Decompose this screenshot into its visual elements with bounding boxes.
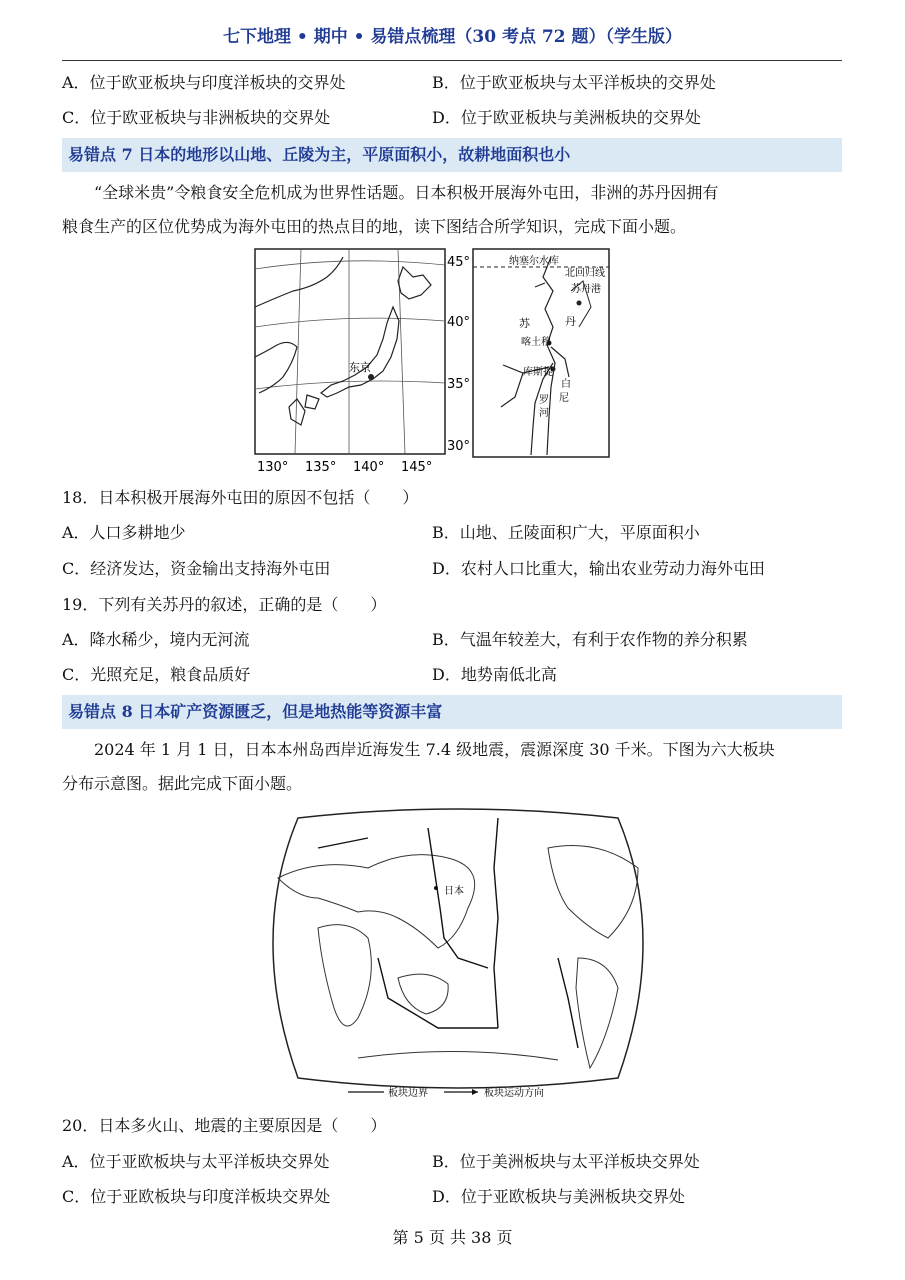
lat-label-30: 30°: [447, 439, 471, 454]
lon-label-145: 145°: [401, 460, 433, 475]
six-plates-map-figure: [258, 808, 658, 1103]
nile-label-bai: 白: [561, 379, 571, 390]
page-footer: 第 5 页 共 38 页: [392, 1228, 513, 1247]
prev-options-row-1: [62, 70, 842, 96]
q18-options-row-1: [62, 520, 842, 546]
section-7-intro-line-2: 粮食生产的区位优势成为海外屯田的热点目的地，读下图结合所学知识，完成下面小题。: [62, 217, 687, 236]
sudan-label-su: 苏: [519, 317, 530, 330]
question-18-stem: 18．日本积极开展海外屯田的原因不包括（ ）: [62, 488, 419, 507]
lon-label-140: 140°: [353, 460, 385, 475]
japan-map-frame: [255, 249, 445, 454]
legend-arrow-head: [472, 1089, 478, 1095]
nile-label-luo: 罗: [539, 395, 549, 406]
q19-option-c: C．光照充足，粮食品质好: [62, 665, 251, 684]
port-sudan-marker: [577, 301, 582, 306]
page-header: 七下地理 • 期中 • 易错点梳理（30 考点 72 题）（学生版）: [223, 27, 682, 47]
khartoum-label: 喀土穆: [521, 337, 551, 348]
tokyo-marker: [368, 374, 374, 380]
nile-label-he: 河: [539, 408, 549, 419]
question-20-stem: 20．日本多火山、地震的主要原因是（ ）: [62, 1116, 387, 1135]
q18-option-d: D．农村人口比重大，输出农业劳动力海外屯田: [432, 559, 765, 578]
nassar-lake-label: 纳塞尔水库: [509, 256, 559, 267]
q20-option-d: D．位于亚欧板块与美洲板块交界处: [432, 1187, 685, 1206]
q19-options-row-1: [62, 627, 842, 653]
lat-label-40: 40°: [447, 315, 471, 330]
tokyo-label: 东京: [349, 361, 371, 374]
lat-label-45: 45°: [447, 255, 471, 270]
japan-marker: [434, 886, 438, 890]
section-7-intro-line-1: “全球米贵”令粮食安全危机成为世界性话题。日本积极开展海外屯田，非洲的苏丹因拥有: [94, 183, 719, 202]
q19-option-a: A．降水稀少，境内无河流: [62, 630, 250, 649]
q20-options-row-1: [62, 1149, 842, 1175]
section-8-intro: [62, 733, 842, 801]
world-map-outline: [273, 809, 643, 1088]
q20-options-row-2: [62, 1184, 842, 1210]
prev-option-c: C．位于欧亚板块与非洲板块的交界处: [62, 108, 331, 127]
q20-option-b: B．位于美洲板块与太平洋板块交界处: [432, 1152, 700, 1171]
prev-option-d: D．位于欧亚板块与美洲板块的交界处: [432, 108, 701, 127]
section-8-banner: 易错点 8 日本矿产资源匮乏，但是地热能等资源丰富: [62, 695, 842, 729]
q20-option-c: C．位于亚欧板块与印度洋板块交界处: [62, 1187, 331, 1206]
prev-option-a: A．位于欧亚板块与印度洋板块的交界处: [62, 73, 346, 92]
lat-label-35: 35°: [447, 377, 471, 392]
section-7-banner: 易错点 7 日本的地形以山地、丘陵为主，平原面积小，故耕地面积也小: [62, 138, 842, 172]
sudan-label-dan: 丹: [565, 315, 576, 328]
nile-label-ni: 尼: [559, 393, 569, 404]
q19-option-b: B．气温年较差大，有利于农作物的养分积累: [432, 630, 748, 649]
kosti-label: 库斯提: [523, 367, 553, 378]
section-8-intro-line-2: 分布示意图。据此完成下面小题。: [62, 774, 303, 793]
port-sudan-label: 苏丹港: [571, 284, 601, 295]
prev-option-b: B．位于欧亚板块与太平洋板块的交界处: [432, 73, 716, 92]
q19-options-row-2: [62, 662, 842, 688]
q18-option-a: A．人口多耕地少: [62, 523, 186, 542]
section-8-intro-line-1: 2024 年 1 月 1 日，日本本州岛西岸近海发生 7.4 级地震，震源深度 30 千米。下图为六大板块: [94, 740, 775, 759]
lon-label-130: 130°: [257, 460, 289, 475]
sudan-map-frame: [473, 249, 609, 457]
q20-option-a: A．位于亚欧板块与太平洋板块交界处: [62, 1152, 330, 1171]
q18-option-c: C．经济发达，资金输出支持海外屯田: [62, 559, 331, 578]
japan-sudan-map-figure: [253, 247, 613, 477]
tropic-label: 北回归线: [565, 268, 605, 279]
q18-option-b: B．山地、丘陵面积广大，平原面积小: [432, 523, 700, 542]
section-7-intro: [62, 176, 842, 244]
q19-option-d: D．地势南低北高: [432, 665, 557, 684]
header-divider: [62, 60, 842, 61]
prev-options-row-2: [62, 105, 842, 131]
question-19-stem: 19．下列有关苏丹的叙述，正确的是（ ）: [62, 595, 387, 614]
legend-boundary-label: 板块边界: [388, 1088, 428, 1099]
legend-motion-label: 板块运动方向: [484, 1088, 544, 1099]
lon-label-135: 135°: [305, 460, 337, 475]
japan-label: 日本: [444, 886, 464, 897]
q18-options-row-2: [62, 556, 842, 582]
